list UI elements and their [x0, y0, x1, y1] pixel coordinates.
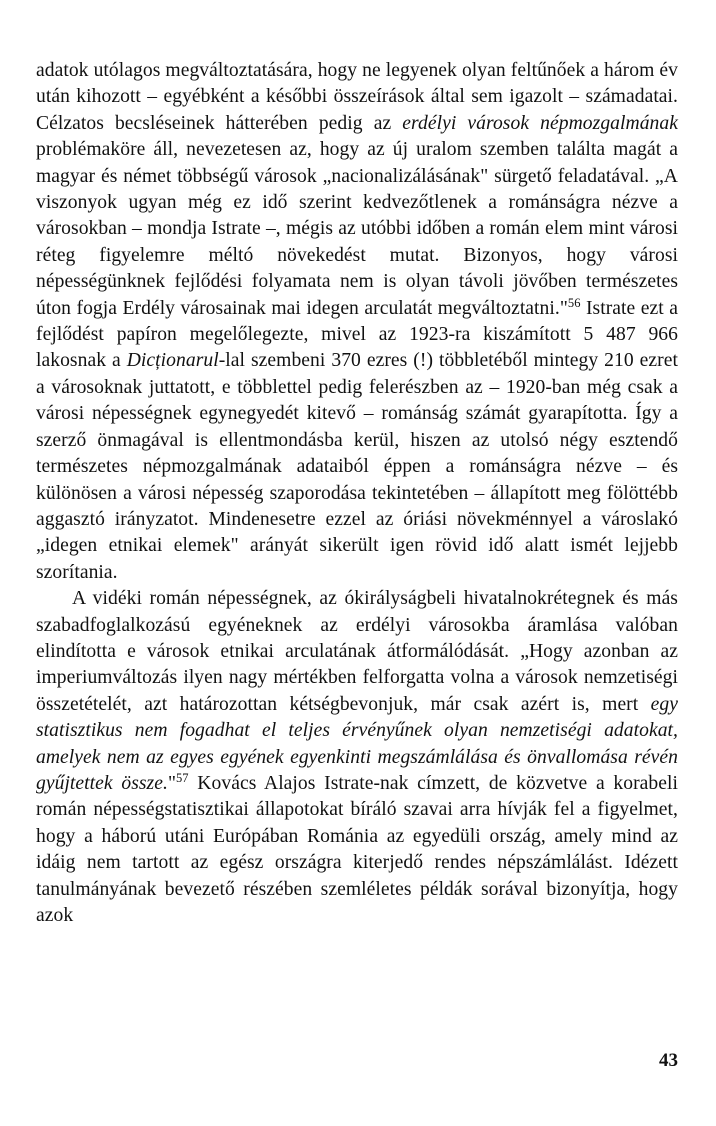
paragraph-1-segment-5: Istrate ezt a fejlődést papíron megelőlegezte, mivel az 1923-ra kiszámított 5 487 966 lakosnak a	[36, 297, 678, 372]
paragraph-1-segment-1: adatok utólagos megváltoztatására, hogy ne legyenek olyan feltűnőek a három év után kihozott – egyébként a későbbi összeírások által sem igazolt – számadatai. Célzatos becsléseinek hátterében pedig az	[36, 60, 678, 134]
paragraph-1-segment-6: Dicționarul	[126, 350, 219, 372]
paragraph-1-segment-3: problémaköre áll, nevezetesen az, hogy az új uralom szemben találta magát a magyar és német többségű városok „nacionalizálásának" sürgető feladatával. „A viszonyok ugyan még ez idő szerint kedvezőtlenek a románságra nézve a városokban – mondja Istrate –, mégis az utóbbi időben a román elem mint városi réteg figyelemre méltó növekedést mutat. Bizonyos, hogy városi népességünknek fejlődési folyamata nem is olyan távoli jövőben természetes úton fogja Erdély városainak mai idegen arculatát megváltoztatni."	[36, 139, 678, 319]
footnote-ref-56: 56	[567, 295, 581, 310]
page-number: 43	[659, 1050, 678, 1071]
page-body	[36, 58, 678, 929]
paragraph-2-segment-3: "	[167, 772, 176, 794]
paragraph-2-segment-2: egy statisztikus nem fogadhat el teljes érvényűnek olyan nemzetiségi adatokat, amelyek nem az egyes egyének egyenkinti megszámlálása és önvallomása révén gyűjtettek össze.	[36, 693, 678, 794]
paragraph-1-segment-7: -lal szembeni 370 ezres (!) többletéből mintegy 210 ezret a városoknak juttatott, e többlettel pedig felerészben az – 1920-ban még csak a városi népességnek egynegyedét kitevő – románság számát gyarapította. Így a szerző önmagával is ellentmondásba kerül, hiszen az utolsó négy esztendő természetes népmozgalmának adataiból éppen a románságra nézve – és különösen a városi népesség szaporodása tekintetében – állapított meg fölöttébb aggasztó irányzatot. Mindenesetre ezzel az óriási növekménnyel a városlakó „idegen etnikai elemek" arányát sikerült igen rövid idő alatt ismét lejjebb szorítania.	[36, 350, 678, 583]
paragraph-2	[36, 586, 678, 929]
paragraph-2-segment-1: A vidéki román népességnek, az ókirályságbeli hivatalnokrétegnek és más szabadfoglalkozású egyéneknek az erdélyi városokba áramlása valóban elindította e városok etnikai arculatának átformálódását. „Hogy azonban az imperiumváltozás ilyen nagy mértékben felforgatta volna a városok nemzetiségi összetételét, azt határozottan kétségbevonjuk, már csak azért is, mert	[36, 588, 678, 715]
paragraph-1-segment-2: erdélyi városok népmozgalmának	[402, 112, 678, 134]
footnote-ref-57: 57	[176, 770, 189, 785]
paragraph-1	[36, 58, 678, 586]
paragraph-2-segment-5: Kovács Alajos Istrate-nak címzett, de közvetve a korabeli román népességstatisztikai állapotokat bíráló szavai arra hívják fel a figyelmet, hogy a háború utáni Európában Románia az egyedüli ország, amely mind az idáig nem tartott az egész országra kiterjedő rendes népszámlálást. Idézett tanulmányának bevezető részében szemléletes példák sorával bizonyítja, hogy azok	[36, 772, 678, 926]
